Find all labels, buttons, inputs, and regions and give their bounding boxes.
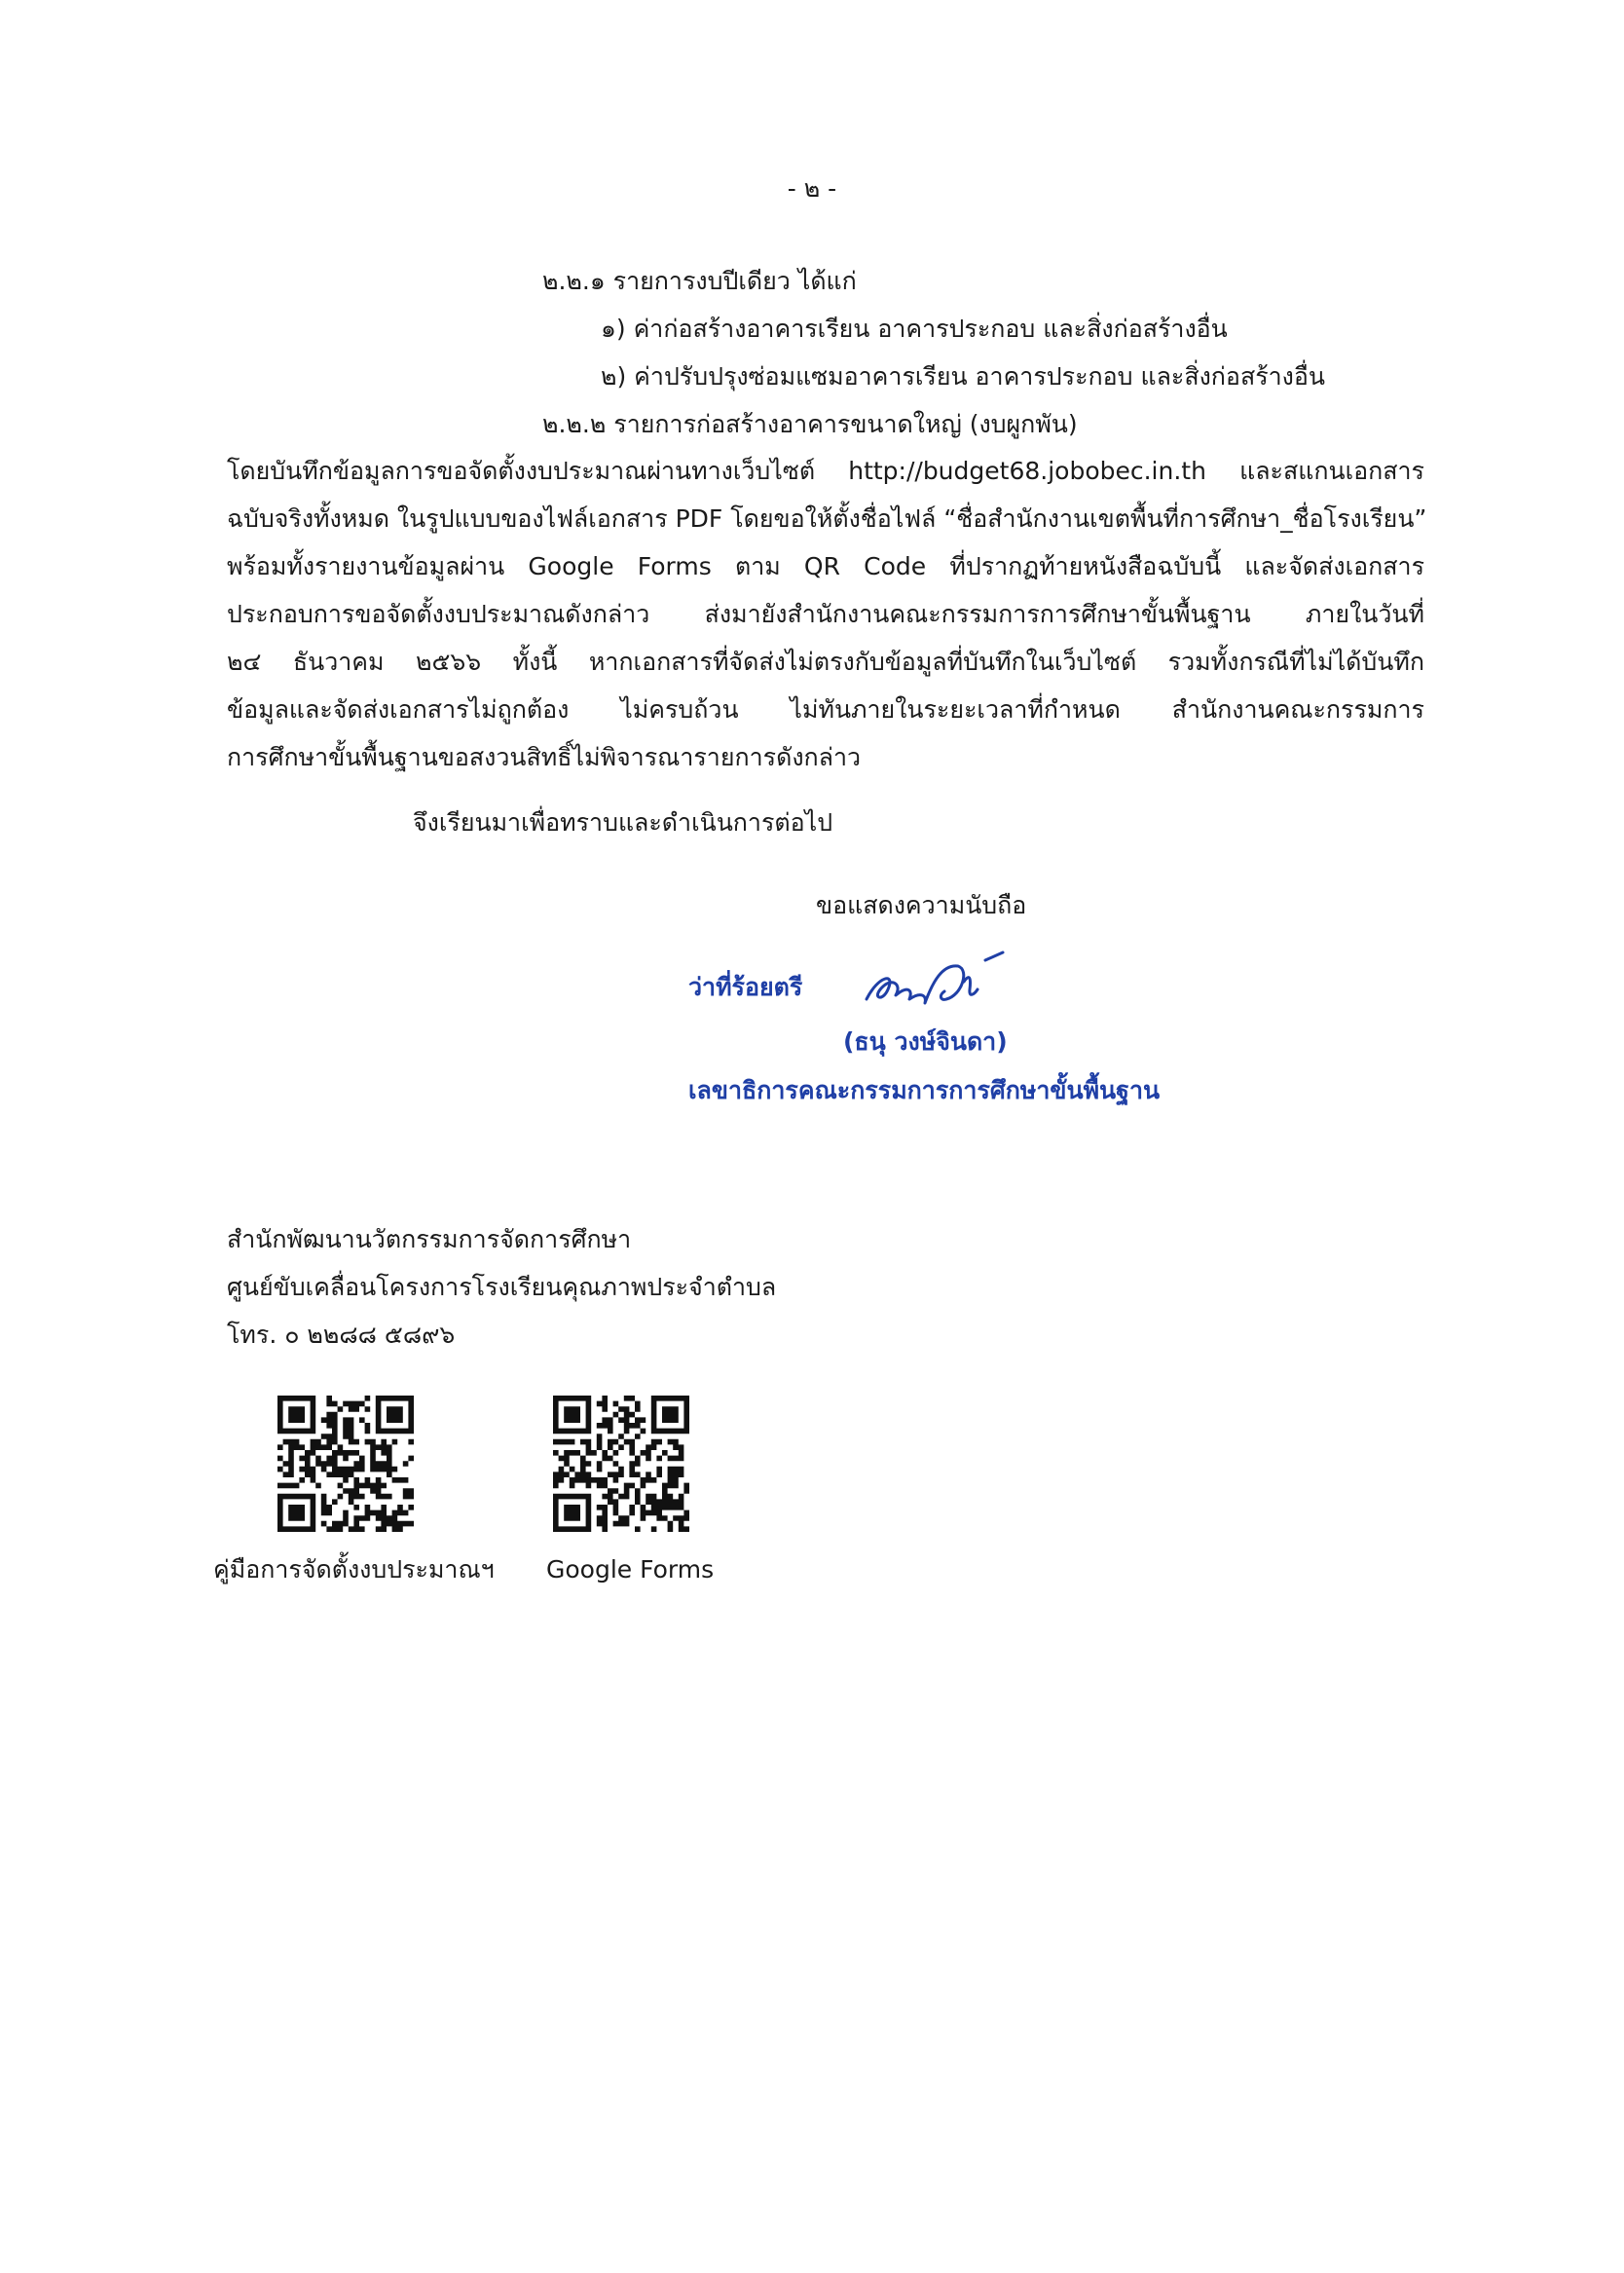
paragraph-line-6: ข้อมูลและจัดส่งเอกสารไม่ถูกต้อง ไม่ครบถ้วน ไม่ทันภายในระยะเวลาที่กำหนด สำนักงานคณะกรรมการ [227, 695, 1424, 724]
paragraph-line-4: ประกอบการขอจัดตั้งงบประมาณดังกล่าว ส่งมายังสำนักงานคณะกรรมการการศึกษาขั้นพื้นฐาน ภายในวันที่ [227, 600, 1424, 628]
paragraph-line-7: การศึกษาขั้นพื้นฐานขอสงวนสิทธิ์ไม่พิจารณารายการดังกล่าว [227, 743, 862, 771]
qr-caption-budget-manual: คู่มือการจัดตั้งงบประมาณฯ [213, 1555, 495, 1584]
qr-code-budget-manual [277, 1396, 414, 1532]
closing: ขอแสดงความนับถือ [816, 891, 1027, 919]
paragraph-line-2: ฉบับจริงทั้งหมด ในรูปแบบของไฟล์เอกสาร PDF โดยขอให้ตั้งชื่อไฟล์ “ชื่อสำนักงานเขตพื้นที่การศึกษา_ชื่อโรงเรียน” [227, 504, 1427, 533]
signatory-position: เลขาธิการคณะกรรมการการศึกษาขั้นพื้นฐาน [688, 1076, 1161, 1104]
footer-phone: โทร. ๐ ๒๒๘๘ ๕๘๙๖ [227, 1321, 456, 1349]
sub-item-1: ๑) ค่าก่อสร้างอาคารเรียน อาคารประกอบ และสิ่งก่อสร้างอื่น [601, 315, 1228, 343]
paragraph-line-3: พร้อมทั้งรายงานข้อมูลผ่าน Google Forms ตาม QR Code ที่ปรากฏท้ายหนังสือฉบับนี้ และจัดส่งเอกสาร [227, 552, 1424, 580]
paragraph-line-1: โดยบันทึกข้อมูลการขอจัดตั้งงบประมาณผ่านทางเว็บไซต์ http://budget68.jobobec.in.th และสแกนเอกสาร [227, 457, 1424, 485]
footer-office: สำนักพัฒนานวัตกรรมการจัดการศึกษา [227, 1225, 632, 1253]
footer-center: ศูนย์ขับเคลื่อนโครงการโรงเรียนคุณภาพประจำตำบล [227, 1273, 777, 1301]
signature-rank: ว่าที่ร้อยตรี [688, 973, 803, 1001]
qr-code-google-forms [553, 1396, 689, 1532]
item-2-2-1: ๒.๒.๑ รายการงบปีเดียว ได้แก่ [542, 267, 857, 295]
qr-caption-google-forms: Google Forms [546, 1555, 715, 1584]
paragraph-line-5: ๒๔ ธันวาคม ๒๕๖๖ ทั้งนี้ หากเอกสารที่จัดส่งไม่ตรงกับข้อมูลที่บันทึกในเว็บไซต์ รวมทั้งกรณีที่ไม่ได้บันทึก [227, 648, 1424, 676]
signatory-name: (ธนุ วงษ์จินดา) [843, 1027, 1008, 1056]
handwritten-signature [849, 947, 1024, 1025]
item-2-2-2: ๒.๒.๒ รายการก่อสร้างอาคารขนาดใหญ่ (งบผูกพัน) [542, 410, 1078, 438]
closing-request: จึงเรียนมาเพื่อทราบและดำเนินการต่อไป [413, 808, 833, 837]
sub-item-2: ๒) ค่าปรับปรุงซ่อมแซมอาคารเรียน อาคารประกอบ และสิ่งก่อสร้างอื่น [601, 362, 1325, 391]
page-number: - ๒ - [787, 174, 837, 203]
